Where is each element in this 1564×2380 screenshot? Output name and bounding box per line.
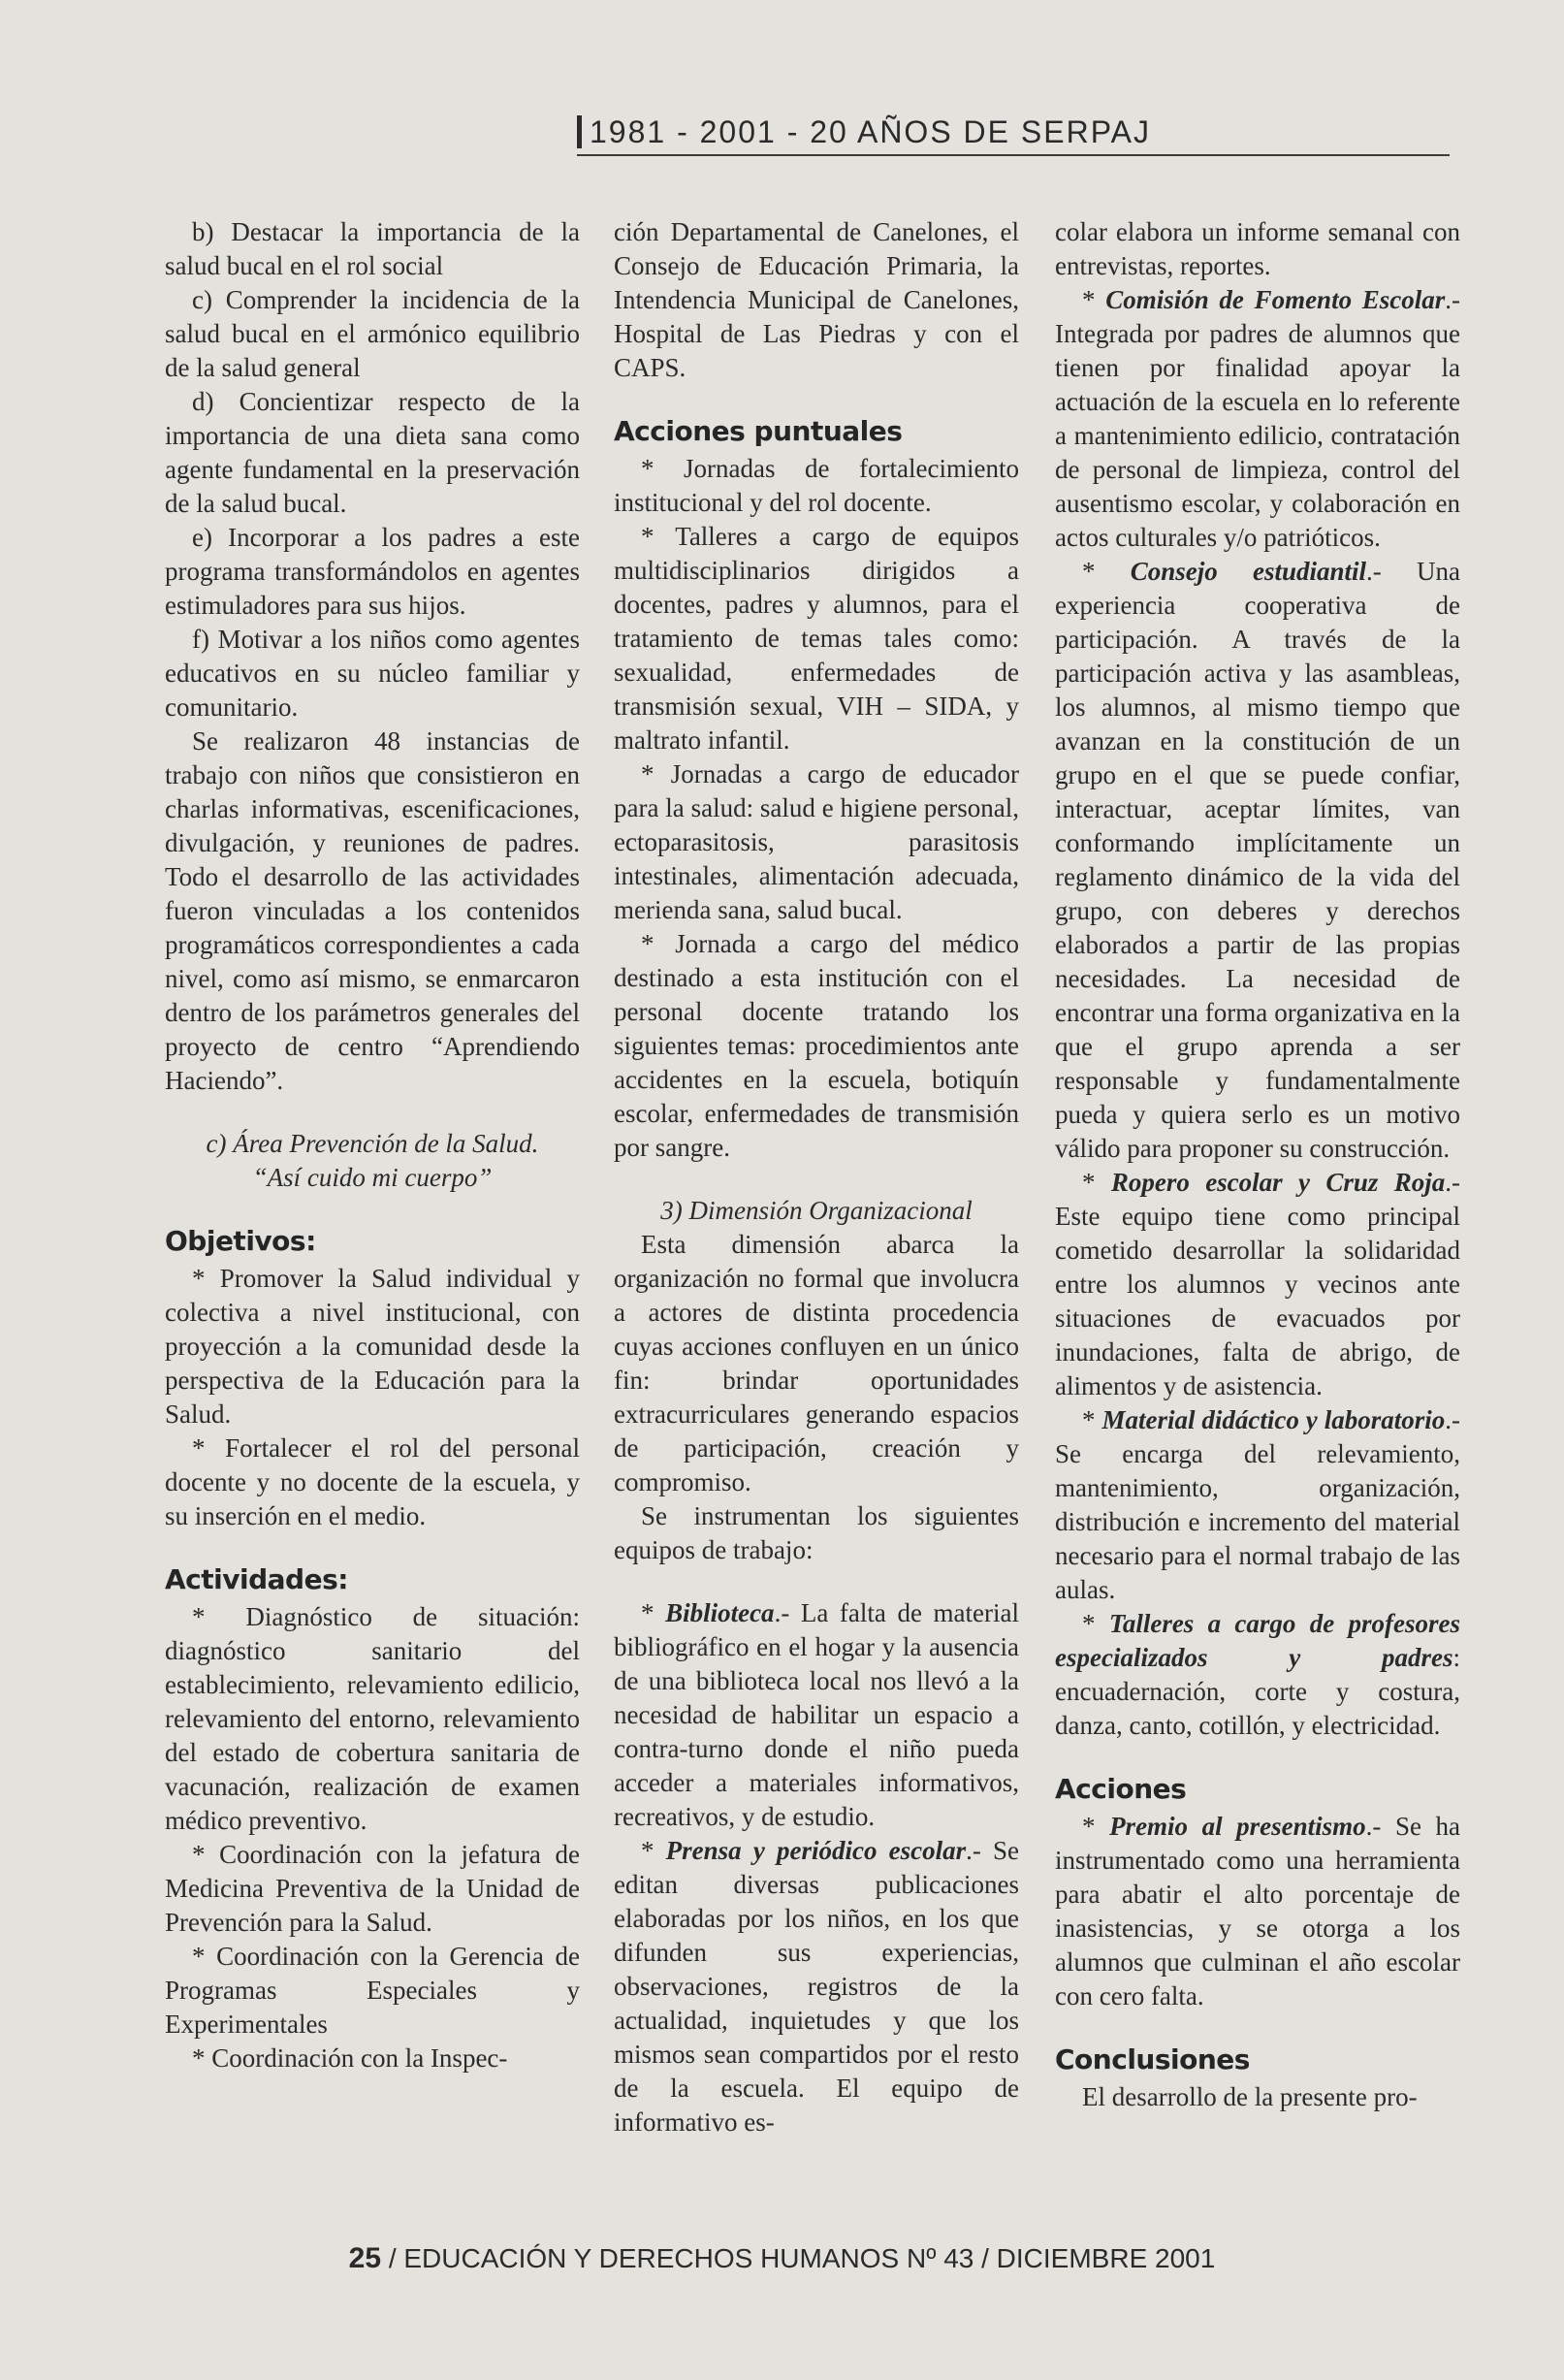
section-heading-line: “Así cuido mi cuerpo” xyxy=(252,1163,493,1192)
paragraph: colar elabora un informe semanal con entrevistas, reportes. xyxy=(1055,217,1460,280)
paragraph: e) Incorporar a los padres a este programa transformándolos en agentes estimuladores para sus hijos. xyxy=(165,523,580,620)
header-title: 1981 - 2001 - 20 AÑOS DE SERPAJ xyxy=(590,114,1151,149)
list-item: * Premio al presentismo.- Se ha instrumentado como una herramienta para abatir el alto porcentaje de inasistencias, y se otorga a los alumnos que culminan el año escolar con cero falta. xyxy=(1055,1812,1460,2010)
heading-objetivos: Objetivos: xyxy=(165,1225,316,1257)
paragraph: Esta dimensión abarca la organización no formal que involucra a actores de distinta procedencia cuyas acciones confluyen en un único fin: brindar oportunidades extracurriculares generando espacios de participación, creación y compromiso. xyxy=(614,1230,1019,1496)
item-term: Comisión de Fomento Escolar xyxy=(1105,285,1446,314)
column-2 xyxy=(614,215,1019,2213)
item-text: .- Se ha instrumentado como una herramienta para abatir el alto porcentaje de inasistencias, y se otorga a los alumnos que culminan el año escolar con cero falta. xyxy=(1055,1812,1460,2010)
item-text: .- Una experiencia cooperativa de participación. A través de la participación activa y las asambleas, los alumnos, al mismo tiempo que avanzan en la constitución de un grupo en el que se puede confiar, interactuar, aceptar límites, van conformando implícitamente un reglamento dinámico de la vida del grupo, con deberes y derechos elaborados a partir de las propias necesidades. La necesidad de encontrar una forma organizativa en la que el grupo aprenda a ser responsable y fundamentalmente pueda y quiera serlo es un motivo válido para proponer su construcción. xyxy=(1055,557,1460,1163)
section-heading-line: c) Área Prevención de la Salud. xyxy=(206,1129,539,1158)
list-item: * Comisión de Fomento Escolar.- Integrada por padres de alumnos que tienen por finalidad apoyar la actuación de la escuela en lo referente a mantenimiento edilicio, contratación de personal de limpieza, control del ausentismo escolar, y colaboración en actos culturales y/o patrióticos. xyxy=(1055,285,1460,552)
item-term: Prensa y periódico escolar xyxy=(665,1836,967,1865)
item-term: Biblioteca xyxy=(665,1598,775,1627)
paragraph: ción Departamental de Canelones, el Consejo de Educación Primaria, la Intendencia Municipal de Canelones, Hospital de Las Piedras y con el CAPS. xyxy=(614,217,1019,382)
paragraph: b) Destacar la importancia de la salud bucal en el rol social xyxy=(165,217,580,280)
column-1 xyxy=(165,215,580,2213)
item-term: Consejo estudiantil xyxy=(1130,557,1367,586)
paragraph: f) Motivar a los niños como agentes educativos en su núcleo familiar y comunitario. xyxy=(165,625,580,722)
footer-publication: EDUCACIÓN Y DERECHOS HUMANOS Nº 43 / DICIEMBRE 2001 xyxy=(403,2243,1216,2273)
list-item: * Fortalecer el rol del personal docente y no docente de la escuela, y su inserción en el medio. xyxy=(165,1433,580,1530)
heading-dimension-organizacional: 3) Dimensión Organizacional xyxy=(660,1196,973,1225)
running-header xyxy=(577,114,1450,156)
item-term: Premio al presentismo xyxy=(1109,1812,1366,1841)
item-text: .- Se encarga del relevamiento, mantenimiento, organización, distribución e incremento del material necesario para el normal trabajo de las aulas. xyxy=(1055,1405,1460,1604)
paragraph: Se realizaron 48 instancias de trabajo con niños que consistieron en charlas informativas, escenificaciones, divulgación, y reuniones de padres. Todo el desarrollo de las actividades fueron vinculadas a los contenidos programáticos correspondientes a cada nivel, como así mismo, se enmarcaron dentro de los parámetros generales del proyecto de centro “Aprendiendo Haciendo”. xyxy=(165,726,580,1095)
paragraph: El desarrollo de la presente pro- xyxy=(1082,2082,1418,2111)
heading-actividades: Actividades: xyxy=(165,1563,348,1595)
list-item: * Diagnóstico de situación: diagnóstico sanitario del establecimiento, relevamiento edilicio, relevamiento del entorno, relevamiento del estado de cobertura sanitaria de vacunación, realización de examen médico preventivo. xyxy=(165,1602,580,1835)
list-item: * Prensa y periódico escolar.- Se editan diversas publicaciones elaboradas por los niños, en los que difunden sus experiencias, observaciones, registros de la actualidad, inquietudes y que los mismos sean compartidos por el resto de la escuela. El equipo de informativo es- xyxy=(614,1836,1019,2137)
paragraph: d) Concientizar respecto de la importancia de una dieta sana como agente fundamental en la preservación de la salud bucal. xyxy=(165,387,580,518)
item-text: .- Se editan diversas publicaciones elaboradas por los niños, en los que difunden sus experiencias, observaciones, registros de la actualidad, inquietudes y que los mismos sean compartidos por el resto de la escuela. El equipo de informativo es- xyxy=(614,1836,1019,2137)
list-item: * Coordinación con la Inspec- xyxy=(192,2043,508,2073)
list-item: * Promover la Salud individual y colectiva a nivel institucional, con proyección a la comunidad desde la perspectiva de la Educación para la Salud. xyxy=(165,1264,580,1429)
paragraph: Se instrumentan los siguientes equipos de trabajo: xyxy=(614,1501,1019,1564)
list-item: * Biblioteca.- La falta de material bibliográfico en el hogar y la ausencia de una biblioteca local nos llevó a la necesidad de habilitar un espacio a contra-turno donde el niño pueda acceder a materiales informativos, recreativos, y de estudio. xyxy=(614,1598,1019,1831)
item-text: : encuadernación, corte y costura, danza, canto, cotillón, y electricidad. xyxy=(1055,1643,1460,1740)
spacer xyxy=(614,1567,1019,1596)
item-text: .- Integrada por padres de alumnos que tienen por finalidad apoyar la actuación de la escuela en lo referente a mantenimiento edilicio, contratación de personal de limpieza, control del ausentismo escolar, y colaboración en actos culturales y/o patrióticos. xyxy=(1055,285,1460,552)
item-term: Ropero escolar y Cruz Roja xyxy=(1110,1168,1446,1197)
list-item: * Material didáctico y laboratorio.- Se encarga del relevamiento, mantenimiento, organización, distribución e incremento del material necesario para el normal trabajo de las aulas. xyxy=(1055,1405,1460,1604)
list-item: * Ropero escolar y Cruz Roja.- Este equipo tiene como principal cometido desarrollar la solidaridad entre los alumnos y vecinos ante situaciones de evacuados por inundaciones, falta de abrigo, de alimentos y de asistencia. xyxy=(1055,1168,1460,1400)
item-term: Talleres a cargo de profesores especializados y padres xyxy=(1055,1609,1460,1672)
item-term: Material didáctico y laboratorio xyxy=(1101,1405,1446,1434)
list-item: * Talleres a cargo de equipos multidisciplinarios dirigidos a docentes, padres y alumnos, para el tratamiento de temas tales como: sexualidad, enfermedades de transmisión sexual, VIH – SIDA, y maltrato infantil. xyxy=(614,522,1019,755)
item-text: .- La falta de material bibliográfico en el hogar y la ausencia de una biblioteca local nos llevó a la necesidad de habilitar un espacio a contra-turno donde el niño pueda acceder a materiales informativos, recreativos, y de estudio. xyxy=(614,1598,1019,1831)
list-item: * Coordinación con la Gerencia de Programas Especiales y Experimentales xyxy=(165,1942,580,2039)
section-heading-c xyxy=(165,1127,580,1195)
paragraph: c) Comprender la incidencia de la salud bucal en el armónico equilibrio de la salud general xyxy=(165,285,580,382)
list-item: * Jornadas de fortalecimiento institucional y del rol docente. xyxy=(614,454,1019,517)
column-3 xyxy=(1055,215,1460,2213)
header-rule-mark xyxy=(577,115,582,148)
page-footer xyxy=(0,2242,1564,2275)
page-number: 25 xyxy=(348,2242,382,2274)
heading-acciones: Acciones xyxy=(1055,1773,1187,1805)
list-item: * Jornadas a cargo de educador para la salud: salud e higiene personal, ectoparasitosis, parasitosis intestinales, alimentación adecuada, merienda sana, salud bucal. xyxy=(614,759,1019,924)
list-item: * Coordinación con la jefatura de Medicina Preventiva de la Unidad de Prevención para la Salud. xyxy=(165,1840,580,1937)
heading-acciones-puntuales: Acciones puntuales xyxy=(614,415,903,447)
list-item: * Talleres a cargo de profesores especializados y padres: encuadernación, corte y costura, danza, canto, cotillón, y electricidad. xyxy=(1055,1609,1460,1740)
list-item: * Jornada a cargo del médico destinado a esta institución con el personal docente tratando los siguientes temas: procedimientos ante accidentes en la escuela, botiquín escolar, enfermedades de transmisión por sangre. xyxy=(614,929,1019,1162)
item-text: .- Este equipo tiene como principal cometido desarrollar la solidaridad entre los alumnos y vecinos ante situaciones de evacuados por inundaciones, falta de abrigo, de alimentos y de asistencia. xyxy=(1055,1168,1460,1400)
footer-separator: / xyxy=(388,2243,397,2273)
heading-conclusiones: Conclusiones xyxy=(1055,2043,1250,2075)
list-item: * Consejo estudiantil.- Una experiencia cooperativa de participación. A través de la participación activa y las asambleas, los alumnos, al mismo tiempo que avanzan en la constitución de un grupo en el que se puede confiar, interactuar, aceptar límites, van conformando implícitamente un reglamento dinámico de la vida del grupo, con deberes y derechos elaborados a partir de las propias necesidades. La necesidad de encontrar una forma organizativa en la que el grupo aprenda a ser responsable y fundamentalmente pueda y quiera serlo es un motivo válido para proponer su construcción. xyxy=(1055,557,1460,1163)
